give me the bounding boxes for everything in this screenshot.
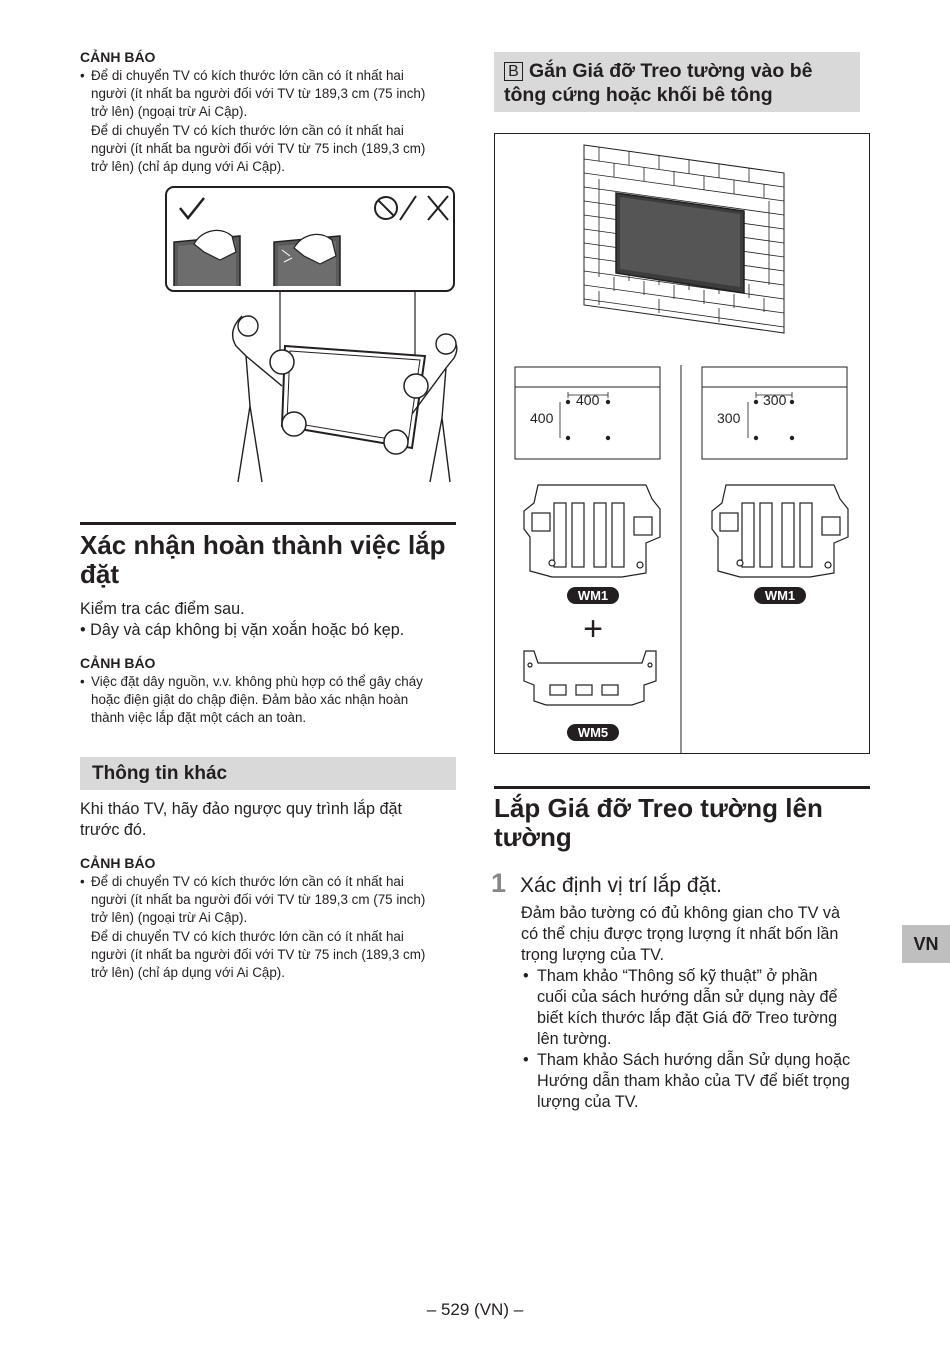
warning-block-2: [80, 655, 456, 728]
section-b-heading: B Gắn Giá đỡ Treo tường vào bê tông cứng hoặc khối bê tông: [494, 52, 860, 112]
warning-line: trở lên) (ngoại trừ Ai Cập).: [91, 104, 248, 120]
section-heading: Xác nhận hoàn thành việc lắp đặt: [80, 530, 446, 589]
mount-section: [494, 794, 870, 852]
warning-line: người (ít nhất ba người đối với TV từ 189,3 cm (75 inch): [91, 86, 426, 102]
section-heading: Lắp Giá đỡ Treo tường lên tường: [494, 793, 823, 852]
wm1-label-right: WM1: [764, 588, 796, 603]
brick-wall: [584, 145, 784, 333]
wm1-label-left: WM1: [577, 588, 609, 603]
wall-mount-diagram: [494, 133, 870, 755]
warning-line: Để di chuyển TV có kích thước lớn cần có ít nhất hai: [91, 122, 404, 138]
step-bullet: • Tham khảo “Thông số kỹ thuật” ở phần cuối của sách hướng dẫn sử dụng này để biết kích thước lắp đặt Giá đỡ Treo tường lên tường.: [521, 966, 871, 1050]
wm5-label: WM5: [577, 725, 609, 740]
warning-line: người (ít nhất ba người đối với TV từ 75 inch (189,3 cm): [91, 140, 426, 156]
vesa-left-v: 400: [530, 410, 554, 426]
other-info-heading: Thông tin khác: [80, 757, 456, 790]
vesa-left-h: 400: [576, 392, 600, 408]
step-bullet: • Tham khảo Sách hướng dẫn Sử dụng hoặc Hướng dẫn tham khảo của TV để biết trọng lượng của TV.: [521, 1050, 871, 1113]
vesa-right-v: 300: [717, 410, 741, 426]
warning-block-3: [80, 855, 456, 982]
language-tab: VN: [902, 925, 950, 963]
section-key-badge: B: [504, 62, 523, 81]
warning-line: trở lên) (chỉ áp dụng với Ai Cập).: [91, 159, 285, 175]
warning-block-1: [80, 49, 456, 176]
person-left: [233, 316, 282, 482]
other-info-body: Khi tháo TV, hãy đảo ngược quy trình lắp đặt trước đó.: [80, 800, 403, 839]
plus-sign: +: [583, 610, 603, 648]
warning-title: CẢNH BÁO: [80, 855, 156, 871]
carry-tv-illustration: [150, 186, 470, 486]
warning-title: CẢNH BÁO: [80, 655, 156, 671]
warning-item: • Việc đặt dây nguồn, v.v. không phù hợp có thể gây cháy hoặc điện giật do chập điện. Đảm bảo xác nhận hoàn thành việc lắp đặt một cách an toàn.: [80, 673, 456, 728]
warning-title: CẢNH BÁO: [80, 49, 156, 65]
vesa-right-h: 300: [763, 392, 787, 408]
wm1-bracket-left: [524, 485, 660, 577]
step-body: Đảm bảo tường có đủ không gian cho TV và có thể chịu được trọng lượng ít nhất bốn lần trọng lượng của TV. • Tham khảo “Thông số kỹ thuật” ở phần cuối của sách hướng dẫn sử dụng này để biết kích thước lắp đặt Giá đỡ Treo tường lên tường. • Tham khảo Sách hướng dẫn Sử dụng hoặc Hướng dẫn tham khảo của TV để biết trọng lượng của TV.: [521, 903, 871, 1113]
warning-item: [80, 67, 456, 176]
step-number: 1: [491, 868, 507, 898]
confirm-intro: Kiểm tra các điểm sau.: [80, 600, 245, 618]
section-rule: [494, 786, 870, 789]
section-rule: [80, 522, 456, 525]
page-number: – 529 (VN) –: [426, 1300, 524, 1319]
wm1-bracket-right: [712, 485, 848, 577]
warning-item: • Để di chuyển TV có kích thước lớn cần có ít nhất hai người (ít nhất ba người đối với TV từ 189,3 cm (75 inch) trở lên) (ngoại trừ Ai Cập). Để di chuyển TV có kích thước lớn cần có ít nhất hai người (ít nhất ba người đối với TV từ 75 inch (189,3 cm) trở lên) (chỉ áp dụng với Ai Cập).: [80, 873, 456, 982]
confirm-section: [80, 531, 456, 641]
confirm-bullet: • Dây và cáp không bị vặn xoắn hoặc bó kẹp.: [80, 621, 405, 639]
warning-line: Để di chuyển TV có kích thước lớn cần có ít nhất hai: [91, 68, 404, 83]
step-title: Xác định vị trí lắp đặt.: [520, 874, 722, 897]
